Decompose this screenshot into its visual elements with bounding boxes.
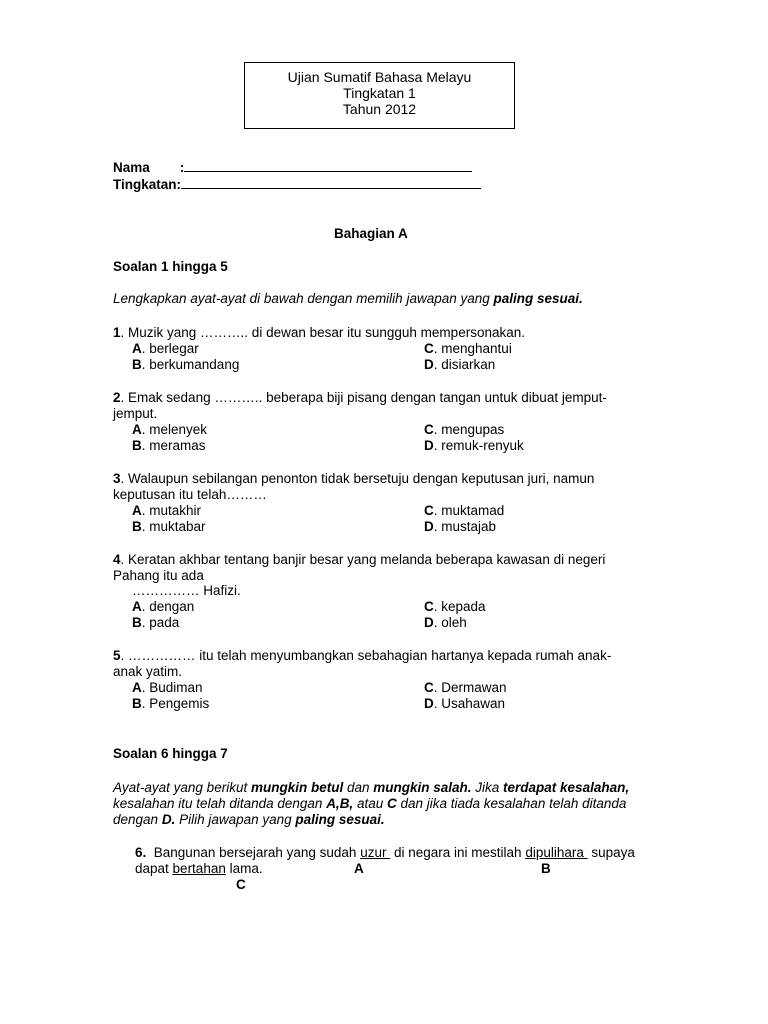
- question-number: 5: [113, 648, 121, 663]
- option-2b[interactable]: B. meramas: [132, 438, 206, 453]
- option-text: berkumandang: [149, 357, 240, 372]
- option-text: oleh: [441, 615, 467, 630]
- option-letter: A: [132, 503, 142, 518]
- part1-heading: Soalan 1 hingga 5: [113, 259, 228, 274]
- option-text: pada: [149, 615, 180, 630]
- option-text: mutakhir: [149, 503, 202, 518]
- option-text: muktamad: [441, 503, 505, 518]
- emphasis: paling sesuai.: [295, 812, 385, 827]
- question-number: 3: [113, 471, 121, 486]
- question-4-cont: Pahang itu ada: [113, 568, 204, 583]
- question-text: Emak sedang ……….. beberapa biji pisang dengan tangan untuk dibuat jemput-: [128, 390, 607, 405]
- question-5-cont: anak yatim.: [113, 664, 183, 679]
- exam-title: Ujian Sumatif Bahasa Melayu: [287, 69, 472, 85]
- question-text: dapat: [135, 861, 173, 876]
- option-letter: C: [424, 341, 434, 356]
- option-letter: A: [132, 599, 142, 614]
- option-letter: D: [424, 357, 434, 372]
- option-1d[interactable]: D. disiarkan: [424, 357, 496, 372]
- emphasis: A,B,: [326, 796, 354, 811]
- option-text: muktabar: [149, 519, 206, 534]
- option-text: Dermawan: [441, 680, 507, 695]
- option-letter: A: [132, 422, 142, 437]
- option-text: melenyek: [149, 422, 208, 437]
- option-3b[interactable]: B. muktabar: [132, 519, 206, 534]
- option-text: mustajab: [441, 519, 497, 534]
- emphasis: D.: [161, 812, 176, 827]
- option-4b[interactable]: B. pada: [132, 615, 180, 630]
- question-text: supaya: [587, 845, 635, 860]
- option-letter: B: [132, 696, 142, 711]
- part2-heading: Soalan 6 hingga 7: [113, 746, 228, 761]
- mark-label-a: A: [354, 861, 364, 876]
- option-5a[interactable]: A. Budiman: [132, 680, 203, 695]
- option-2d[interactable]: D. remuk-renyuk: [424, 438, 524, 453]
- option-letter: A: [132, 680, 142, 695]
- option-text: meramas: [149, 438, 206, 453]
- option-letter: C: [424, 503, 434, 518]
- text: dengan: [113, 812, 162, 827]
- question-text: Bangunan bersejarah yang sudah: [153, 845, 361, 860]
- question-4-cont2: …………… Hafizi.: [132, 583, 241, 598]
- text: dan: [343, 780, 374, 795]
- name-field: [113, 159, 472, 176]
- exam-form: Tingkatan 1: [343, 85, 416, 101]
- section-title: Bahagian A: [334, 226, 408, 241]
- question-text: Keratan akhbar tentang banjir besar yang melanda beberapa kawasan di negeri: [128, 552, 606, 567]
- emphasis: terdapat kesalahan,: [503, 780, 630, 795]
- question-2-cont: jemput.: [113, 406, 158, 421]
- option-4c[interactable]: C. kepada: [424, 599, 486, 614]
- question-4: 4. Keratan akhbar tentang banjir besar yang melanda beberapa kawasan di negeri: [113, 552, 606, 567]
- option-letter: D: [424, 438, 434, 453]
- option-5d[interactable]: D. Usahawan: [424, 696, 506, 711]
- exam-year: Tahun 2012: [342, 101, 417, 117]
- mark-label-c: C: [236, 877, 246, 892]
- part2-instruction-line3: [113, 812, 385, 828]
- text: Pilih jawapan yang: [175, 812, 296, 827]
- option-text: Pengemis: [149, 696, 210, 711]
- option-text: mengupas: [441, 422, 505, 437]
- option-text: menghantui: [441, 341, 512, 356]
- form-label: Tingkatan:: [113, 177, 182, 192]
- text: kesalahan itu telah ditanda dengan: [113, 796, 327, 811]
- option-5c[interactable]: C. Dermawan: [424, 680, 507, 695]
- question-3-cont: keputusan itu telah………: [113, 487, 267, 502]
- text: atau: [353, 796, 387, 811]
- name-label: Nama: [113, 160, 150, 175]
- option-letter: D: [424, 615, 434, 630]
- option-letter: D: [424, 696, 434, 711]
- part1-instruction: [113, 291, 583, 307]
- question-number: 6.: [135, 845, 147, 860]
- instruction-emphasis: paling sesuai.: [493, 291, 583, 306]
- option-text: Budiman: [149, 680, 203, 695]
- option-letter: C: [424, 422, 434, 437]
- option-1c[interactable]: C. menghantui: [424, 341, 512, 356]
- question-5: 5. …………… itu telah menyumbangkan sebahagian hartanya kepada rumah anak-: [113, 648, 612, 663]
- question-number: 2: [113, 390, 121, 405]
- option-1b[interactable]: B. berkumandang: [132, 357, 240, 372]
- option-text: Usahawan: [441, 696, 506, 711]
- part2-instruction-line1: [113, 780, 629, 796]
- question-6-line2: [135, 861, 263, 877]
- question-text: …………… itu telah menyumbangkan sebahagian hartanya kepada rumah anak-: [128, 648, 612, 663]
- option-letter: C: [424, 680, 434, 695]
- question-6-line1: [135, 845, 635, 861]
- part2-instruction-line2: [113, 796, 626, 812]
- option-text: dengan: [149, 599, 195, 614]
- marked-word-c: bertahan: [172, 861, 226, 876]
- option-4a[interactable]: A. dengan: [132, 599, 195, 614]
- option-3d[interactable]: D. mustajab: [424, 519, 497, 534]
- option-3a[interactable]: A. mutakhir: [132, 503, 202, 518]
- option-text: remuk-renyuk: [441, 438, 524, 453]
- option-letter: B: [132, 615, 142, 630]
- option-text: kepada: [441, 599, 486, 614]
- question-text: Walaupun sebilangan penonton tidak bersetuju dengan keputusan juri, namun: [128, 471, 595, 486]
- instruction-text: Lengkapkan ayat-ayat di bawah dengan memilih jawapan yang: [113, 291, 494, 306]
- marked-word-b: dipulihara: [525, 845, 584, 860]
- option-1a[interactable]: A. berlegar: [132, 341, 199, 356]
- option-letter: B: [132, 519, 142, 534]
- option-letter: C: [424, 599, 434, 614]
- option-5b[interactable]: B. Pengemis: [132, 696, 210, 711]
- question-text: lama.: [225, 861, 263, 876]
- question-2: 2. Emak sedang ……….. beberapa biji pisang dengan tangan untuk dibuat jemput-: [113, 390, 607, 405]
- title-box: [244, 62, 515, 129]
- name-colon: :: [179, 160, 185, 175]
- option-letter: D: [424, 519, 434, 534]
- text: Ayat-ayat yang berikut: [113, 780, 251, 795]
- emphasis: mungkin salah.: [373, 780, 472, 795]
- option-3c[interactable]: C. muktamad: [424, 503, 505, 518]
- form-field: [113, 176, 481, 193]
- option-letter: B: [132, 357, 142, 372]
- option-text: berlegar: [149, 341, 199, 356]
- question-text: di negara ini mestilah: [390, 845, 526, 860]
- question-number: 4: [113, 552, 121, 567]
- emphasis: mungkin betul: [250, 780, 344, 795]
- mark-label-b: B: [541, 861, 551, 876]
- form-input-line[interactable]: [181, 176, 481, 189]
- option-letter: B: [132, 438, 142, 453]
- option-2a[interactable]: A. melenyek: [132, 422, 208, 437]
- question-3: 3. Walaupun sebilangan penonton tidak bersetuju dengan keputusan juri, namun: [113, 471, 595, 486]
- question-number: 1: [113, 325, 121, 340]
- option-text: disiarkan: [441, 357, 496, 372]
- text: Jika: [471, 780, 504, 795]
- name-input-line[interactable]: [184, 159, 472, 172]
- text: dan jika tiada kesalahan telah ditanda: [396, 796, 627, 811]
- option-4d[interactable]: D. oleh: [424, 615, 467, 630]
- question-1: 1. Muzik yang ……….. di dewan besar itu sungguh mempersonakan.: [113, 325, 525, 340]
- question-text: Muzik yang ……….. di dewan besar itu sungguh mempersonakan.: [128, 325, 525, 340]
- option-letter: A: [132, 341, 142, 356]
- marked-word-a: uzur: [360, 845, 387, 860]
- option-2c[interactable]: C. mengupas: [424, 422, 505, 437]
- emphasis: C: [386, 796, 397, 811]
